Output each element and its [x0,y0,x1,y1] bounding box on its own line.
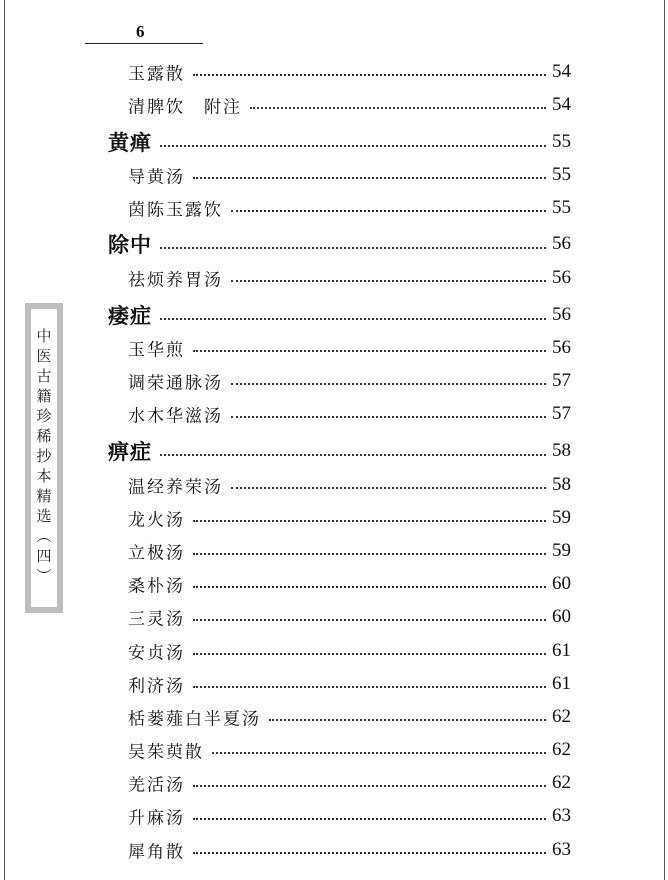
toc-dot-leader [193,74,546,76]
toc-page-number: 59 [552,540,571,561]
toc-section-title: 痹症 [108,439,152,464]
toc-dot-leader [193,818,546,820]
toc-dot-leader [193,619,546,621]
page-number: 6 [136,22,145,41]
toc-entry-row [0,160,668,190]
side-book-label-text: 中医古籍珍稀抄本精选（四） [34,328,53,588]
toc-entry-row [0,835,668,865]
toc-page-number: 63 [552,839,571,860]
toc-page-number: 60 [552,606,571,627]
toc-dot-leader [160,318,546,320]
toc-page-number: 56 [552,233,571,254]
toc-page-number: 62 [552,772,571,793]
toc-page-number: 63 [552,805,571,826]
toc-dot-leader [193,852,546,854]
toc-entry-title: 调荣通脉汤 [128,373,223,394]
toc-page-number: 54 [552,61,571,82]
toc-page-number: 56 [552,267,571,288]
toc-dot-leader [212,752,546,754]
toc-page-number: 62 [552,739,571,760]
toc-entry-title: 利济汤 [128,676,185,697]
toc-page-number: 62 [552,706,571,727]
toc-section-row [0,436,668,466]
toc-page-number: 54 [552,94,571,115]
toc-dot-leader [160,145,546,147]
toc-entry-row [0,399,668,429]
toc-entry-title: 祛烦养胃汤 [128,270,223,291]
toc-entry-row [0,57,668,87]
toc-page-number: 59 [552,507,571,528]
toc-entry-row [0,366,668,396]
toc-dot-leader [231,280,546,282]
toc-entry-title: 导黄汤 [128,167,185,188]
toc-entry-title: 玉露散 [128,64,185,85]
toc-page-number: 57 [552,403,571,424]
toc-entry-row [0,669,668,699]
toc-dot-leader [193,553,546,555]
toc-dot-leader [193,686,546,688]
toc-entry-title: 龙火汤 [128,510,185,531]
toc-dot-leader [250,107,546,109]
toc-entry-row [0,470,668,500]
toc-page-number: 61 [552,673,571,694]
toc-section-row [0,300,668,330]
toc-dot-leader [160,454,546,456]
toc-dot-leader [231,210,546,212]
toc-dot-leader [231,416,546,418]
toc-dot-leader [193,785,546,787]
toc-entry-title: 清脾饮 附注 [128,97,242,118]
toc-section-title: 痿症 [108,303,152,328]
toc-entry-row [0,735,668,765]
toc-entry-title: 犀角散 [128,842,185,863]
toc-section-row [0,229,668,259]
toc-section-row [0,127,668,157]
toc-entry-row [0,536,668,566]
toc-entry-title: 羌活汤 [128,775,185,796]
toc-entry-row [0,263,668,293]
toc-dot-leader [160,247,546,249]
toc-entry-title: 升麻汤 [128,808,185,829]
toc-entry-title: 立极汤 [128,543,185,564]
toc-entry-row [0,768,668,798]
toc-section-title: 黄瘅 [108,130,152,155]
toc-entry-row [0,602,668,632]
toc-dot-leader [231,383,546,385]
toc-page-number: 55 [552,131,571,152]
toc-entry-row [0,333,668,363]
toc-entry-title: 茵陈玉露饮 [128,200,223,221]
toc-entry-title: 安贞汤 [128,643,185,664]
toc-entry-title: 吴茱萸散 [128,742,204,763]
toc-entry-row [0,801,668,831]
toc-entry-row [0,569,668,599]
toc-entry-row [0,193,668,223]
toc-dot-leader [231,487,546,489]
toc-section-title: 除中 [108,232,152,257]
toc-page-number: 61 [552,640,571,661]
toc-page-number: 56 [552,304,571,325]
toc-page-number: 57 [552,370,571,391]
toc-page-number: 55 [552,197,571,218]
toc-dot-leader [193,177,546,179]
toc-dot-leader [193,653,546,655]
toc-page-number: 58 [552,440,571,461]
toc-dot-leader [193,520,546,522]
toc-entry-row [0,503,668,533]
toc-entry-title: 桑朴汤 [128,576,185,597]
toc-entry-row [0,702,668,732]
toc-entry-title: 三灵汤 [128,609,185,630]
toc-entry-title: 水木华滋汤 [128,406,223,427]
toc-dot-leader [193,586,546,588]
toc-entry-title: 栝蒌薤白半夏汤 [128,709,261,730]
toc-entry-title: 玉华煎 [128,340,185,361]
toc-dot-leader [269,719,546,721]
toc-entry-row [0,90,668,120]
toc-page-number: 56 [552,337,571,358]
toc-entry-row [0,636,668,666]
toc-dot-leader [193,350,546,352]
toc-entry-title: 温经养荣汤 [128,477,223,498]
toc-page-number: 60 [552,573,571,594]
toc-page-number: 58 [552,474,571,495]
toc-page-number: 55 [552,164,571,185]
